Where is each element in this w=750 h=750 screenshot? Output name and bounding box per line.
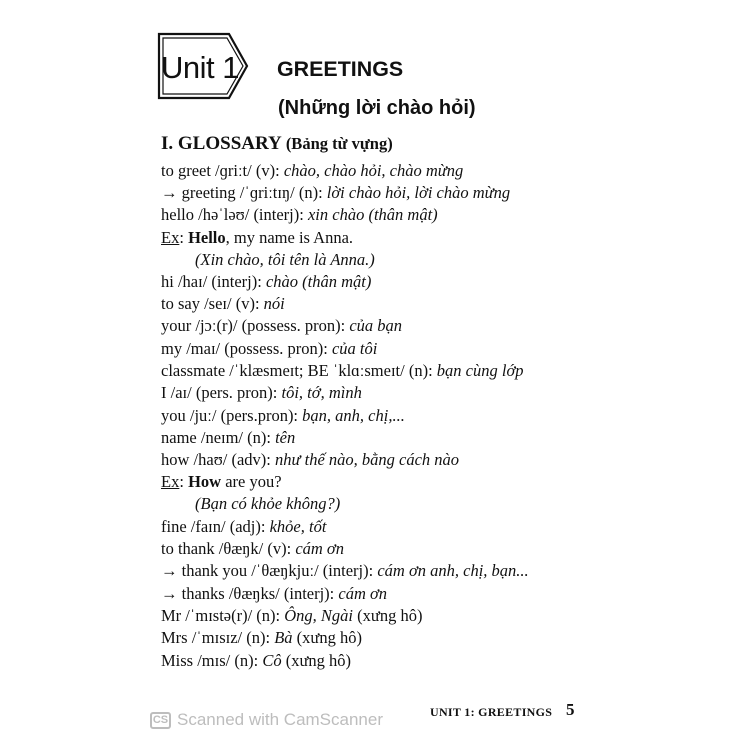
entry-meaning: như thế nào, bằng cách nào xyxy=(275,450,460,469)
entry-word: → thank you /ˈθæŋkjuː/ (interj): xyxy=(161,561,378,580)
entry-meaning: xin chào (thân mật) xyxy=(307,205,438,224)
entry-word: Mr /ˈmɪstə(r)/ (n): xyxy=(161,606,285,625)
camscanner-icon: CS xyxy=(150,712,171,729)
glossary-entry xyxy=(161,183,510,203)
entry-word: my /maɪ/ (possess. pron): xyxy=(161,339,332,358)
entry-word: hello /həˈləʊ/ (interj): xyxy=(161,205,308,224)
entry-word: classmate /ˈklæsmeɪt; BE ˈklɑːsmeɪt/ (n): xyxy=(161,361,437,380)
entry-meaning: cám ơn xyxy=(295,539,344,558)
glossary-entry xyxy=(161,539,344,559)
section-heading xyxy=(161,133,393,155)
entry-meaning: cám ơn anh, chị, bạn... xyxy=(377,561,529,580)
glossary-entry xyxy=(161,428,295,448)
glossary-entry xyxy=(161,361,524,381)
entry-meaning: lời chào hỏi, lời chào mừng xyxy=(326,183,511,202)
entry-word: Mrs /ˈmɪsɪz/ (n): xyxy=(161,628,275,647)
page-subtitle: (Những lời chào hỏi) xyxy=(278,97,476,119)
entry-meaning: bạn cùng lớp xyxy=(436,361,524,380)
example-keyword: Hello xyxy=(188,228,226,247)
entry-word: Miss /mɪs/ (n): xyxy=(161,651,263,670)
page-number: 5 xyxy=(566,700,575,719)
glossary-entry xyxy=(161,406,405,426)
entry-word: fine /faɪn/ (adj): xyxy=(161,517,270,536)
entry-word: to greet /ɡriːt/ (v): xyxy=(161,161,284,180)
example-label: Ex xyxy=(161,228,180,247)
entry-meaning: khỏe, tốt xyxy=(269,517,327,536)
entry-meaning: của tôi xyxy=(331,339,378,358)
entry-word: you /juː/ (pers.pron): xyxy=(161,406,303,425)
example-text: , my name is Anna. xyxy=(225,228,354,247)
entry-meaning: chào (thân mật) xyxy=(265,272,372,291)
glossary-entry xyxy=(161,450,459,470)
glossary-entry xyxy=(161,205,438,225)
glossary-entry xyxy=(161,383,362,403)
entry-meaning: của bạn xyxy=(349,316,403,335)
glossary-entry xyxy=(161,606,422,626)
scanner-text: Scanned with CamScanner xyxy=(177,710,384,729)
entry-meaning: cám ơn xyxy=(338,584,388,603)
section-heading-sub: (Bảng từ vựng) xyxy=(285,134,393,153)
section-heading-text: I. GLOSSARY xyxy=(161,133,282,154)
glossary-entry xyxy=(161,272,371,292)
entry-word: → greeting /ˈɡriːtɪŋ/ (n): xyxy=(161,183,327,202)
page-title: GREETINGS xyxy=(277,58,404,81)
example-translation: (Bạn có khỏe không?) xyxy=(195,494,341,513)
entry-note: (xưng hô) xyxy=(292,628,362,647)
entry-note: (xưng hô) xyxy=(353,606,423,625)
entry-word: to thank /θæŋk/ (v): xyxy=(161,539,296,558)
entry-meaning: tôi, tớ, mình xyxy=(281,383,362,402)
entry-meaning: Bà xyxy=(274,628,293,647)
glossary-entry xyxy=(161,584,387,604)
entry-meaning: Ông, Ngài xyxy=(284,606,354,625)
glossary-entry xyxy=(161,517,326,537)
entry-word: name /neɪm/ (n): xyxy=(161,428,276,447)
entry-note: (xưng hô) xyxy=(281,651,352,670)
glossary-entry xyxy=(161,316,402,336)
entry-word: to say /seɪ/ (v): xyxy=(161,294,264,313)
example-translation: (Xin chào, tôi tên là Anna.) xyxy=(195,250,375,269)
glossary-entry xyxy=(161,561,529,581)
entry-word: hi /haɪ/ (interj): xyxy=(161,272,266,291)
entry-word: I /aɪ/ (pers. pron): xyxy=(161,383,282,402)
glossary-entry xyxy=(161,628,362,648)
entry-word: how /haʊ/ (adv): xyxy=(161,450,275,469)
entry-word: → thanks /θæŋks/ (interj): xyxy=(161,584,339,603)
entry-meaning: bạn, anh, chị,... xyxy=(302,406,405,425)
scanner-watermark xyxy=(150,710,383,730)
glossary-entry xyxy=(161,651,351,671)
running-head: UNIT 1: GREETINGS xyxy=(430,705,553,719)
entry-meaning: tên xyxy=(275,428,296,447)
entry-word: your /jɔː(r)/ (possess. pron): xyxy=(161,316,350,335)
unit-label: Unit 1 xyxy=(161,50,239,85)
example-line: Ex: How are you? xyxy=(161,472,282,491)
entry-meaning: Cô xyxy=(262,651,282,670)
glossary-entry xyxy=(161,294,285,314)
glossary-entry xyxy=(161,339,377,359)
glossary-entry xyxy=(161,161,463,181)
example-line: Ex: Hello, my name is Anna. xyxy=(161,228,354,247)
entry-meaning: chào, chào hỏi, chào mừng xyxy=(283,161,464,180)
example-keyword: How xyxy=(188,472,222,491)
entry-meaning: nói xyxy=(263,294,285,313)
example-label: Ex xyxy=(161,472,180,491)
example-text: are you? xyxy=(221,472,282,491)
